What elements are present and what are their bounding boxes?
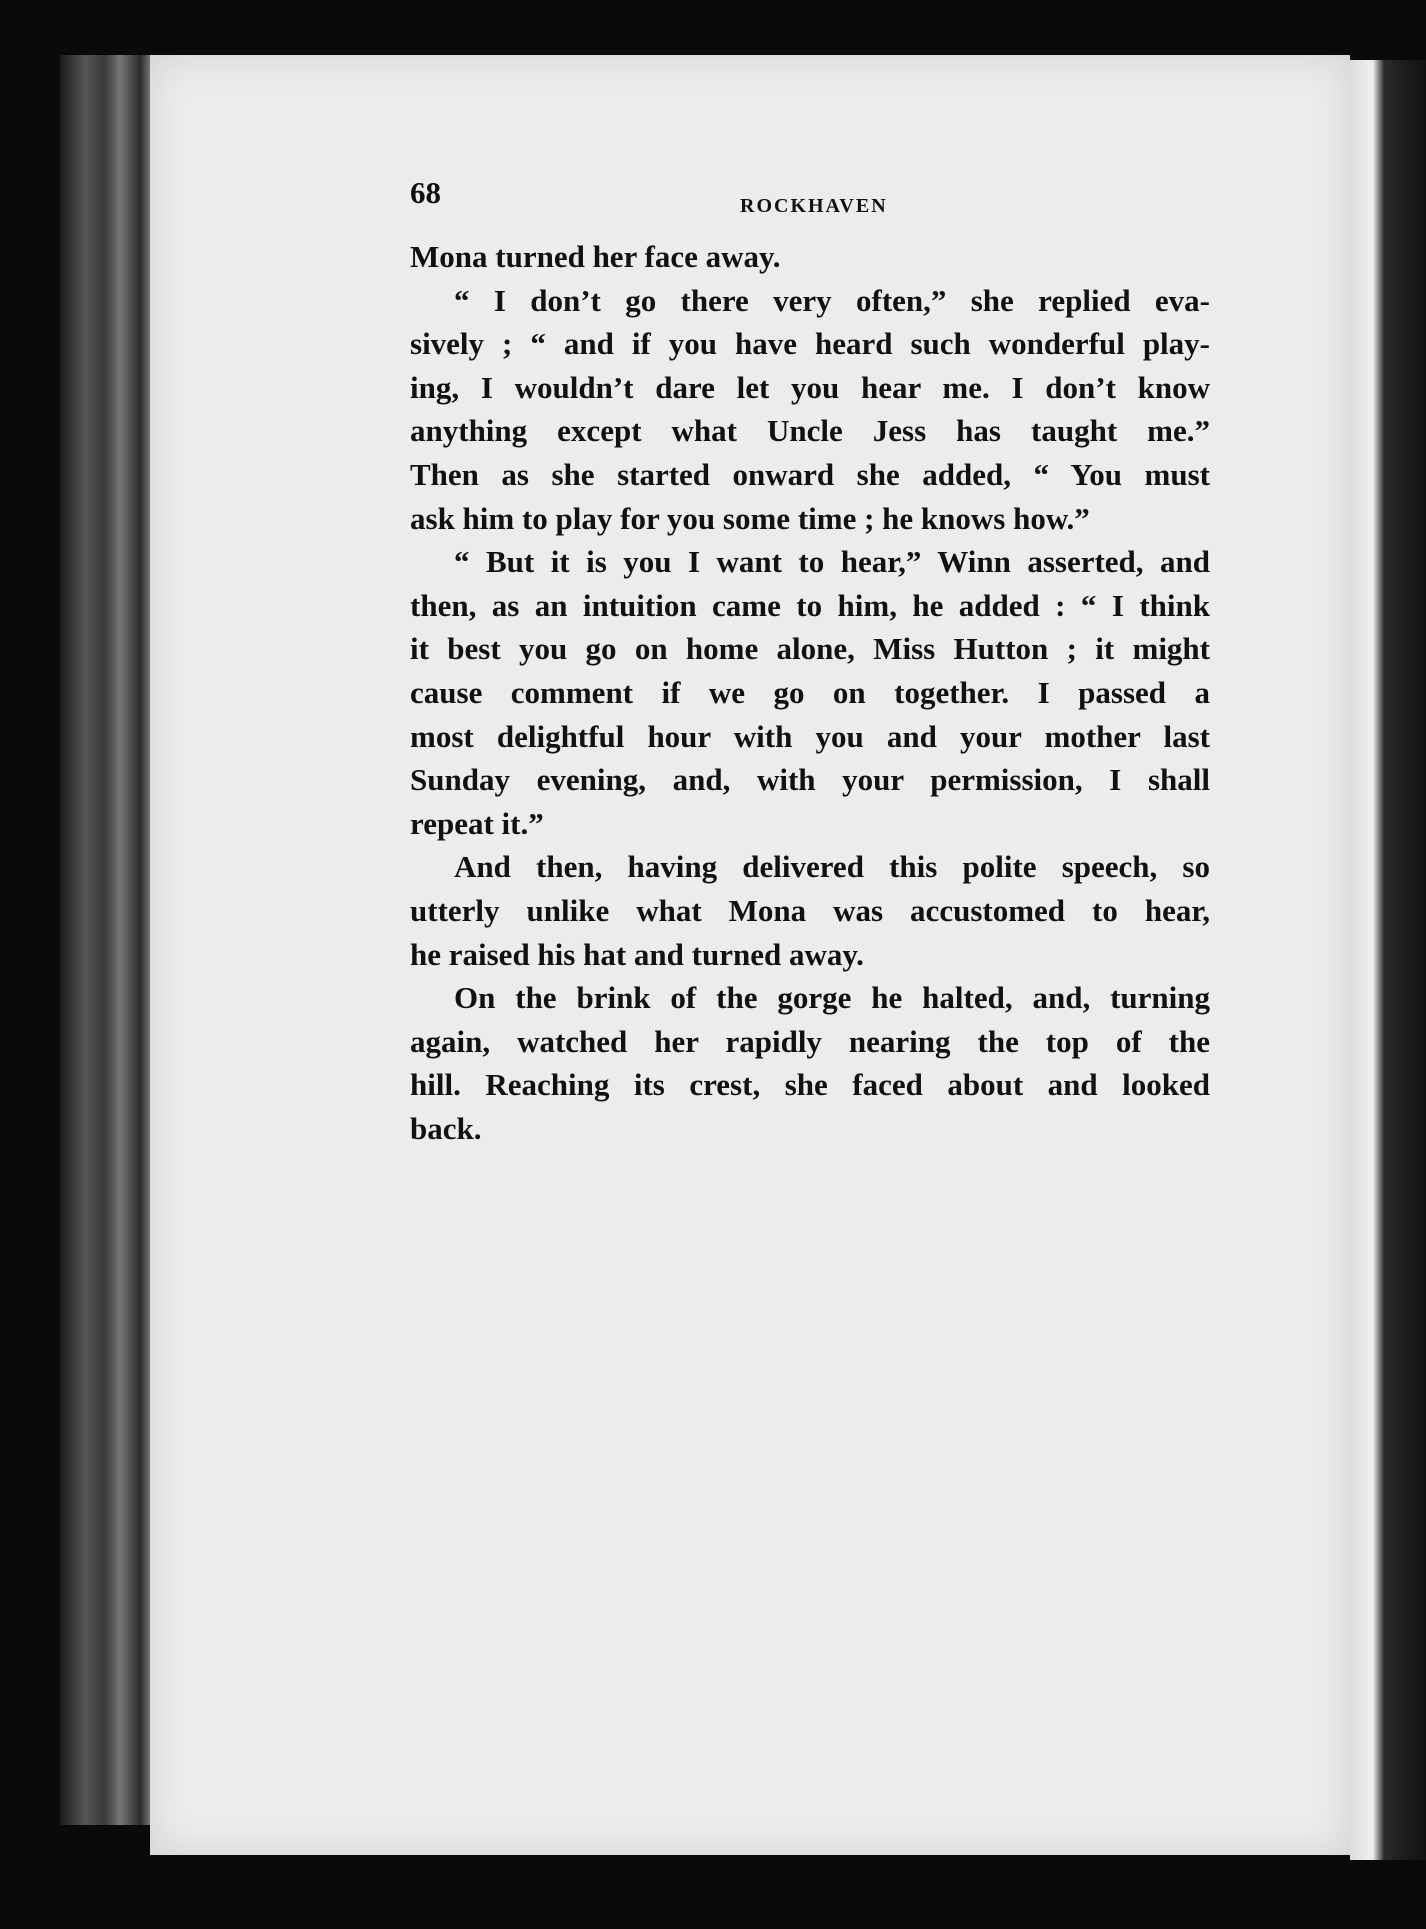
text-line: Mona turned her face away. (410, 239, 781, 274)
text-line: ask him to play for you some time ; he knows how.” (410, 500, 1090, 536)
paragraph (410, 235, 1210, 279)
text-line: anything except what Uncle Jess has taught me.” (410, 413, 1210, 449)
paragraph (410, 279, 1210, 541)
text-line: sively ; “ and if you have heard such wonderful play- (410, 326, 1210, 362)
book-edge-right (1350, 60, 1426, 1860)
paragraph (410, 540, 1210, 845)
text-line: it best you go on home alone, Miss Hutton ; it might (410, 631, 1210, 667)
text-line: again, watched her rapidly nearing the top of the (410, 1023, 1210, 1059)
paragraph (410, 845, 1210, 976)
text-line: On the brink of the gorge he halted, and, turning (454, 980, 1210, 1016)
page-text-area (410, 175, 1210, 1150)
text-line: he raised his hat and turned away. (410, 936, 864, 972)
text-line: back. (410, 1110, 482, 1146)
text-line: most delightful hour with you and your mother last (410, 718, 1210, 754)
paragraph (410, 976, 1210, 1150)
text-line: ing, I wouldn’t dare let you hear me. I don’t know (410, 369, 1210, 405)
book-spine-left (60, 55, 160, 1825)
text-line: cause comment if we go on together. I passed a (410, 674, 1210, 710)
page-number: 68 (410, 175, 441, 210)
text-line: repeat it.” (410, 805, 544, 841)
text-line: hill. Reaching its crest, she faced about and looked (410, 1067, 1210, 1103)
text-line: utterly unlike what Mona was accustomed to hear, (410, 892, 1210, 928)
text-line: And then, having delivered this polite speech, so (454, 849, 1210, 885)
text-line: “ But it is you I want to hear,” Winn asserted, and (454, 544, 1210, 580)
text-line: Then as she started onward she added, “ You must (410, 456, 1210, 492)
page-header (410, 175, 1210, 235)
text-line: then, as an intuition came to him, he added : “ I think (410, 587, 1210, 623)
text-line: “ I don’t go there very often,” she replied eva- (454, 282, 1210, 318)
text-line: Sunday evening, and, with your permission, I shall (410, 762, 1210, 798)
running-head: ROCKHAVEN (740, 195, 888, 217)
body-text (410, 235, 1210, 1150)
